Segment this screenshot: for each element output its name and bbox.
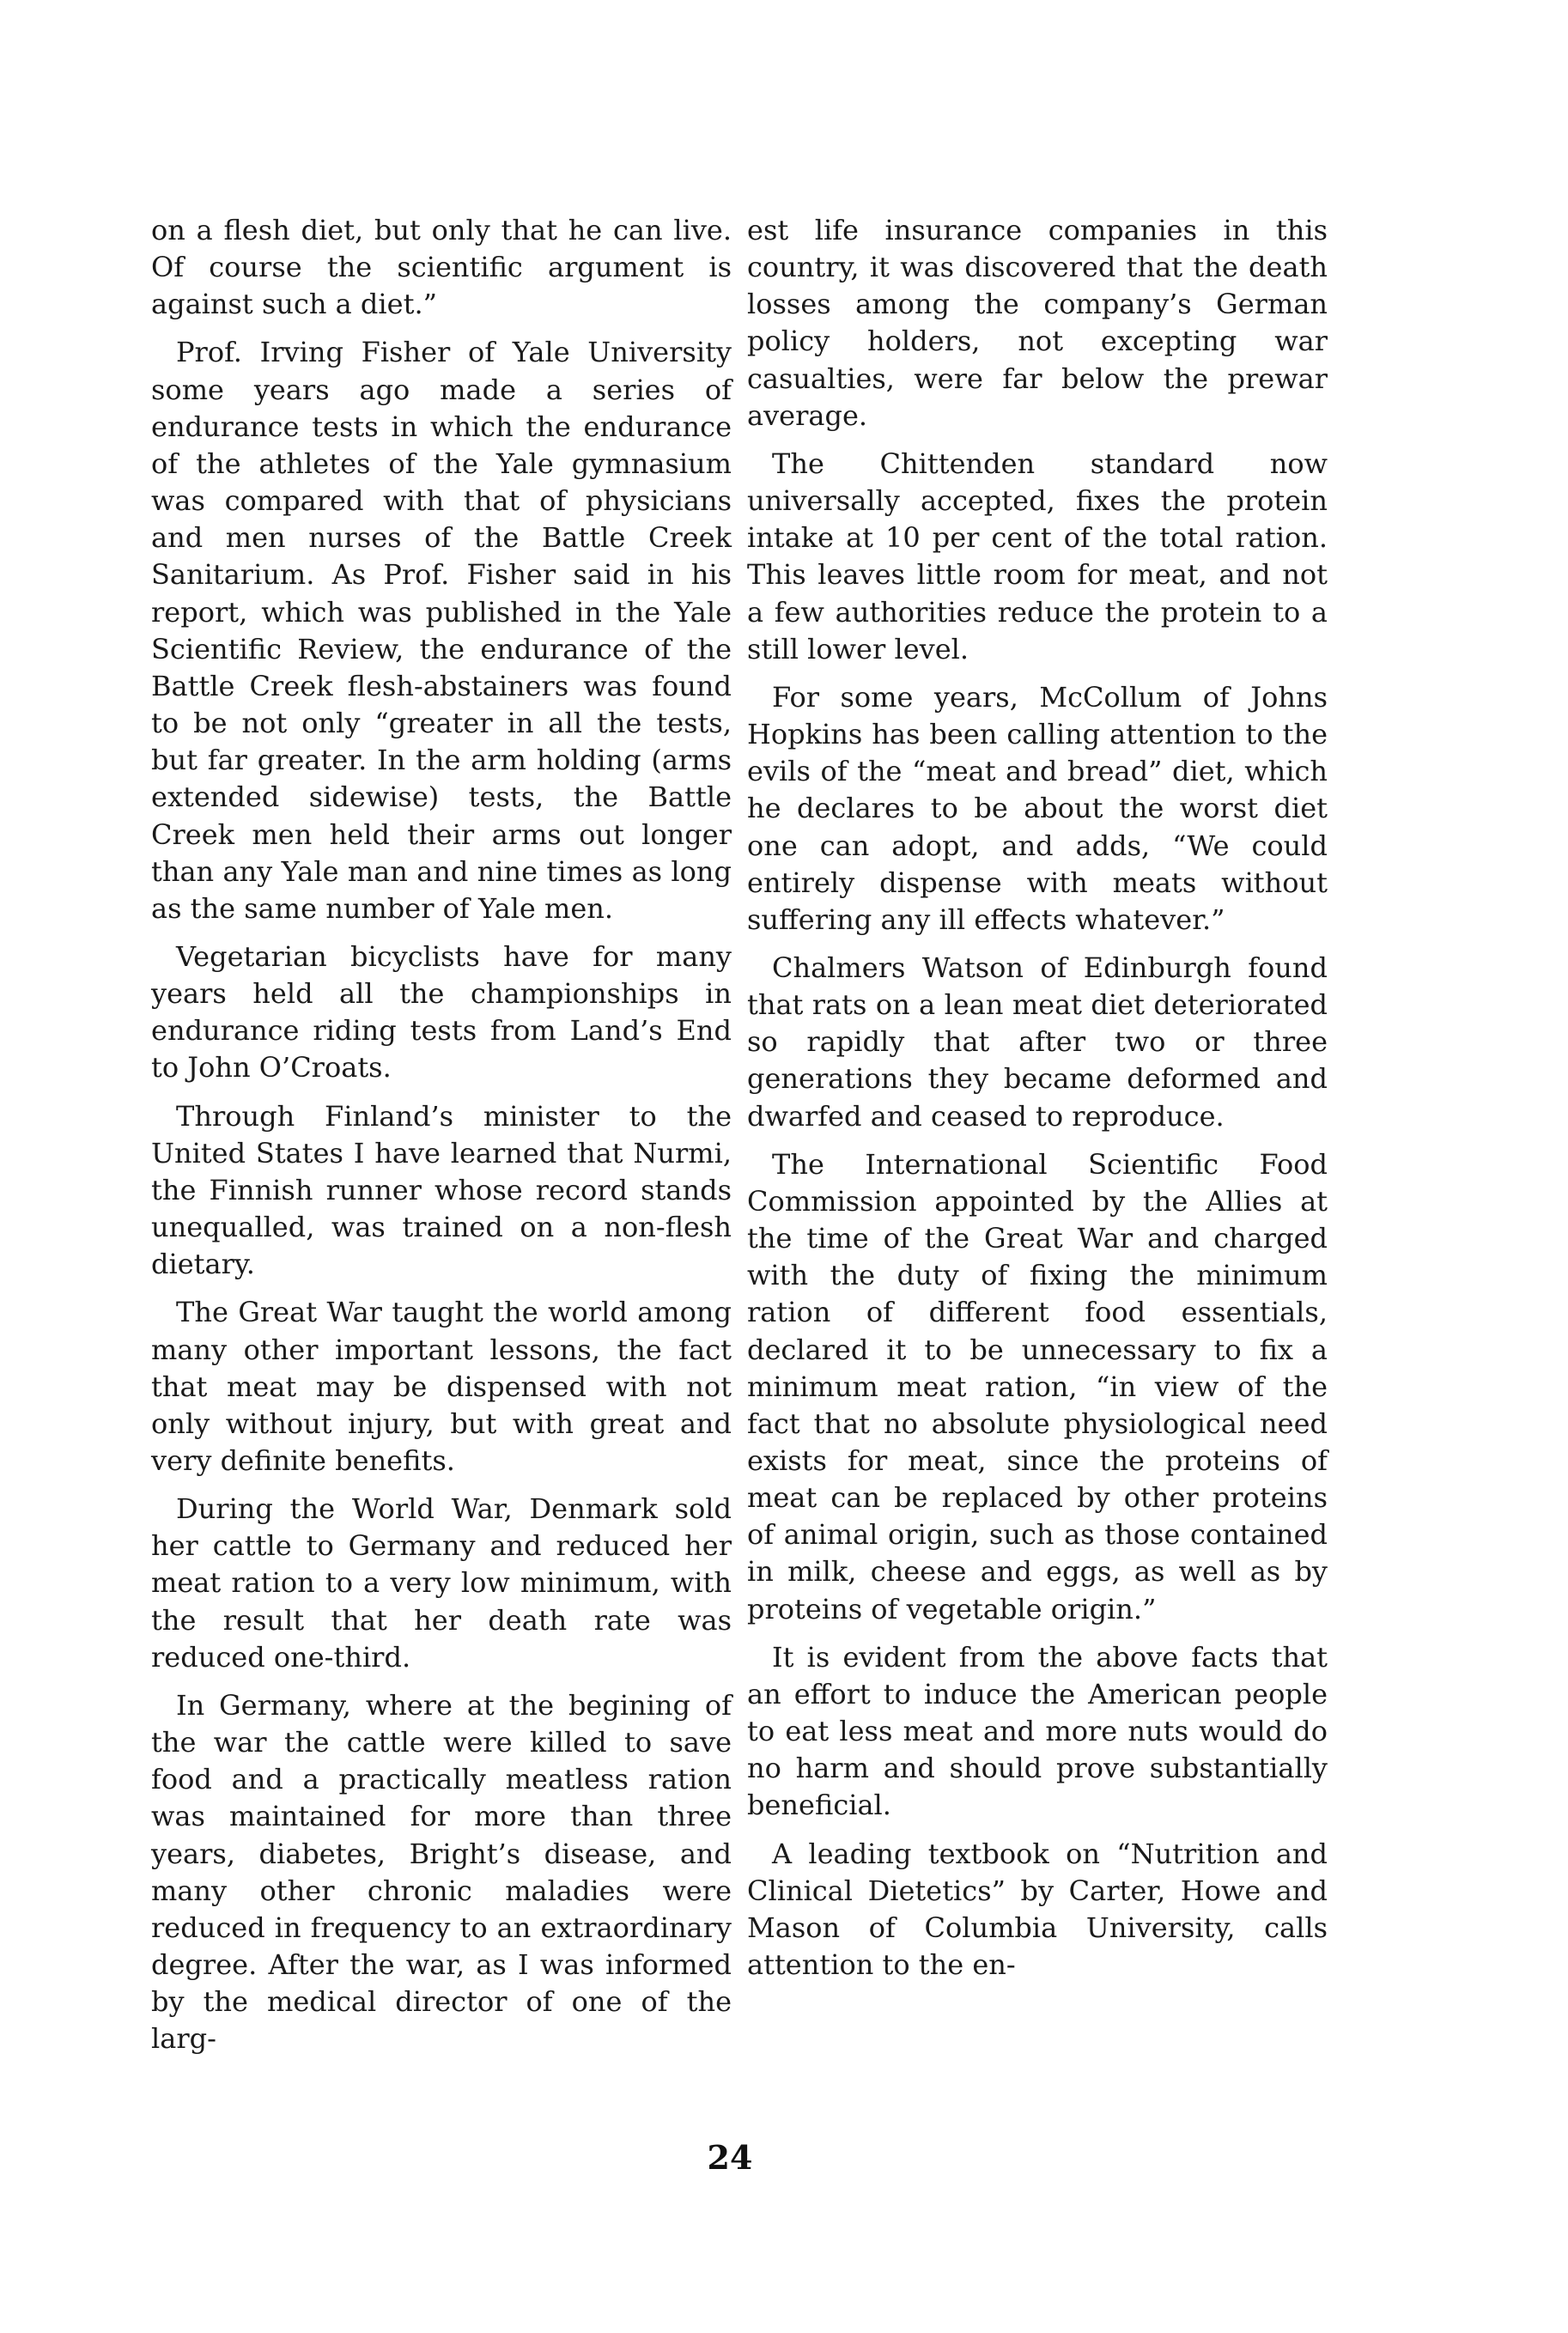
right-column	[747, 212, 1328, 1995]
paragraph-fisher: Prof. Irving Fisher of Yale University some years ago made a series of endurance tests in which the endurance of the athletes of the Yale gymnasium was compared with that of physicians and men nurses of the Battle Creek Sanitarium. As Prof. Fisher said in his report, which was published in the Yale Scientific Review, the endurance of the Battle Creek flesh-abstainers was found to be not only “greater in all the tests, but far greater. In the arm holding (arms extended sidewise) tests, the Battle Creek men held their arms out longer than any Yale man and nine times as long as the same number of Yale men.	[151, 336, 732, 925]
page-number: 24	[707, 2138, 753, 2177]
paragraph-great-war: The Great War taught the world among many other important lessons, the fact that meat may be dispensed with not only without injury, but with great and very definite benefits.	[151, 1296, 732, 1477]
paragraph-conclusion: It is evident from the above facts that an effort to induce the American people to eat less meat and more nuts would do no harm and should prove substantially beneficial.	[747, 1640, 1328, 1822]
paragraph-textbook: A leading textbook on “Nutrition and Clinical Dietetics” by Carter, Howe and Mason of Columbia University, calls attention to the en-	[747, 1837, 1328, 1982]
paragraph-continued: est life insurance companies in this country, it was discovered that the death losses among the company’s German policy holders, not excepting war casualties, were far below the prewar average.	[747, 214, 1328, 432]
paragraph-continued: on a flesh diet, but only that he can live. Of course the scientific argument is against such a diet.”	[151, 214, 732, 321]
paragraph-germany: In Germany, where at the begining of the war the cattle were killed to save food and a practically meatless ration was maintained for more than three years, diabetes, Bright’s disease, and many other chronic maladies were reduced in frequency to an extraordinary degree. After the war, as I was informed by the medical director of one of the larg-	[151, 1688, 732, 2056]
paragraph-nurmi: Through Finland’s minister to the United States I have learned that Nurmi, the Finnish runner whose record stands unequalled, was trained on a non-flesh dietary.	[151, 1099, 732, 1281]
paragraph-chalmers-watson: Chalmers Watson of Edinburgh found that rats on a lean meat diet deteriorated so rapidly that after two or three generations they became deformed and dwarfed and ceased to reproduce.	[747, 951, 1328, 1133]
paragraph-bicyclists: Vegetarian bicyclists have for many years held all the championships in endurance riding tests from Land’s End to John O’Croats.	[151, 939, 732, 1084]
left-column	[151, 212, 732, 2069]
paragraph-mccollum: For some years, McCollum of Johns Hopkins has been calling attention to the evils of the “meat and bread” diet, which he declares to be about the worst diet one can adopt, and adds, “We could entirely dispense with meats without suffering any ill effects whatever.”	[747, 680, 1328, 936]
paragraph-chittenden: The Chittenden standard now universally accepted, fixes the protein intake at 10 per cent of the total ration. This leaves little room for meat, and not a few authorities reduce the protein to a still lower level.	[747, 447, 1328, 665]
paragraph-food-commission: The International Scientific Food Commission appointed by the Allies at the time of the Great War and charged with the duty of fixing the minimum ration of different food essentials, declared it to be unnecessary to fix a minimum meat ration, “in view of the fact that no absolute physiological need exists for meat, since the proteins of meat can be replaced by other proteins of animal origin, such as those contained in milk, cheese and eggs, as well as by proteins of vegetable origin.”	[747, 1147, 1328, 1625]
paragraph-denmark: During the World War, Denmark sold her cattle to Germany and reduced her meat ration to a very low minimum, with the result that her death rate was reduced one-third.	[151, 1492, 732, 1674]
